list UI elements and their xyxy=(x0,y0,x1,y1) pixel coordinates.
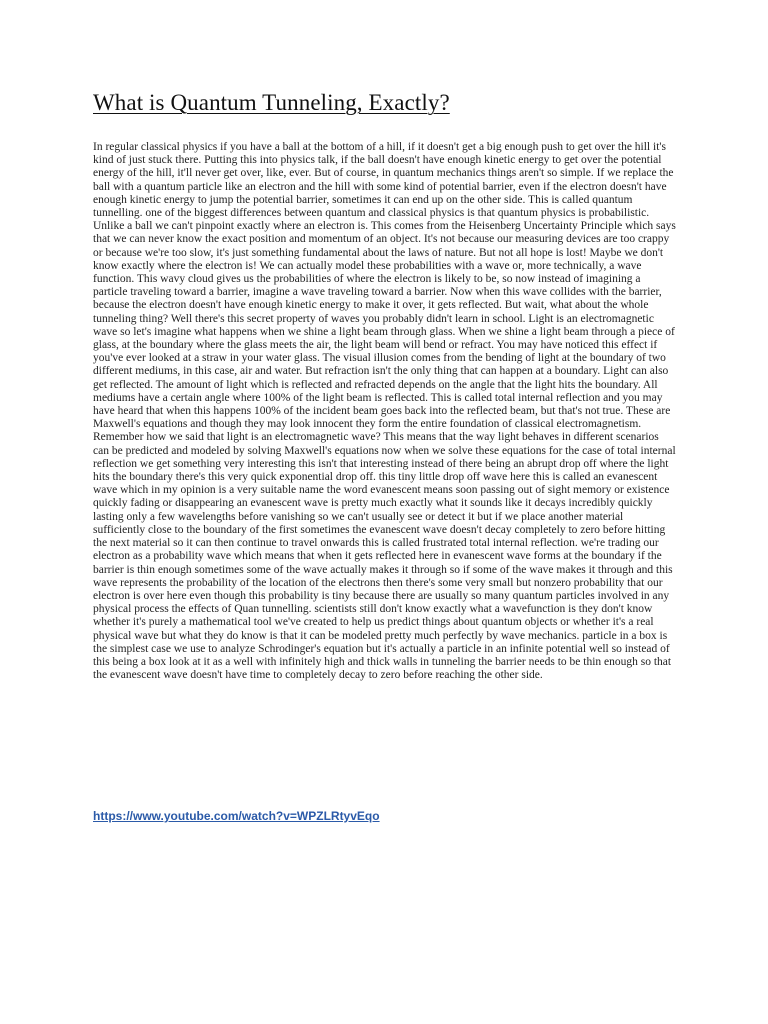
document-body: In regular classical physics if you have a ball at the bottom of a hill, if it doesn't get a big enough push to get over the hill it's kind of just stuck there. Putting this into physics talk, if the ball doesn't have enough kinetic energy to get over the potential energy of the hill, it'll never get over, like, ever. But of course, in quantum mechanics things aren't so simple. If we replace the ball with a quantum particle like an electron and the hill with some kind of potential barrier, even if the electron doesn't have enough kinetic energy to jump the potential barrier, sometimes it can end up on the other side. This is called quantum tunnelling. one of the biggest differences between quantum and classical physics is that quantum physics is probabilistic. Unlike a ball we can't pinpoint exactly where an electron is. This comes from the Heisenberg Uncertainty Principle which says that we can never know the exact position and momentum of an object. It's not because our measuring devices are too crappy or because we're too slow, it's just something fundamental about the laws of nature. But not all hope is lost! Maybe we don't know exactly where the electron is! We can actually model these probabilities with a wave or, more technically, a wave function. This wavy cloud gives us the probabilities of where the electron is likely to be, so now instead of imagining a particle traveling toward a barrier, imagine a wave traveling toward a barrier. Now when this wave collides with the barrier, because the electron doesn't have enough kinetic energy to make it over, it gets reflected. But wait, what about the whole tunneling thing? Well there's this secret property of waves you probably didn't learn in school. Light is an electromagnetic wave so let's imagine what happens when we shine a light beam through glass. When we shine a light beam through a piece of glass, at the boundary where the glass meets the air, the light beam will bend or refract. You may have noticed this effect if you've ever looked at a straw in your water glass. The visual illusion comes from the bending of light at the boundary of two different mediums, in this case, air and water. But refraction isn't the only thing that can happen at a boundary. Light can also get reflected. The amount of light which is reflected and refracted depends on the angle that the light hits the boundary. All mediums have a certain angle where 100% of the light beam is reflected. This is called total internal reflection and you may have heard that when this happens 100% of the incident beam goes back into the reflected beam, but that's not true. These are Maxwell's equations and though they may look innocent they form the entire foundation of classical electromagnetism. Remember how we said that light is an electromagnetic wave? This means that the way light behaves in different scenarios can be predicted and modeled by solving Maxwell's equations now when we solve these equations for the case of total internal reflection we get something very interesting this isn't that interesting instead of there being an abrupt drop off where the light hits the boundary there's this very quick exponential drop off. this tiny little drop off wave here this is called an evanescent wave which in my opinion is a very suitable name the word evanescent means soon passing out of sight memory or existence quickly fading or disappearing an evanescent wave is pretty much exactly what it sounds like it decays incredibly quickly lasting only a few wavelengths before vanishing so we can't usually see or detect it but if we place another material sufficiently close to the boundary of the first sometimes the evanescent wave doesn't decay completely to zero before hitting the next material so it can then continue to travel onwards this is called frustrated total internal reflection. we're trading our electron as a probability wave which means that when it gets reflected here in evanescent wave forms at the boundary if the barrier is thin enough sometimes some of the wave actually makes it through so if some of the wave makes it through and this wave represents the probability of the location of the electrons then there's some very small but nonzero probability that our electron is over here even though this probability is tiny because there are usually so many quantum particles involved in any physical process the effects of Quan tunnelling. scientists still don't know exactly what a wavefunction is they don't know whether it's purely a mathematical tool we've created to help us predict things about quantum objects or whether it's a real physical wave but what they do know is that it can be modeled pretty much perfectly by wave mechanics. particle in a box is the simplest case we use to analyze Schrodinger's equation but it's actually a particle in an infinite potential well so instead of this being a box look at it as a well with infinitely high and thick walls in tunneling the barrier needs to be thin enough so that the evanescent wave doesn't have time to completely decay to zero before reaching the other side. xyxy=(93,141,676,682)
youtube-link[interactable]: https://www.youtube.com/watch?v=WPZLRtyvEqo xyxy=(93,809,380,823)
document-title: What is Quantum Tunneling, Exactly? xyxy=(93,90,450,115)
